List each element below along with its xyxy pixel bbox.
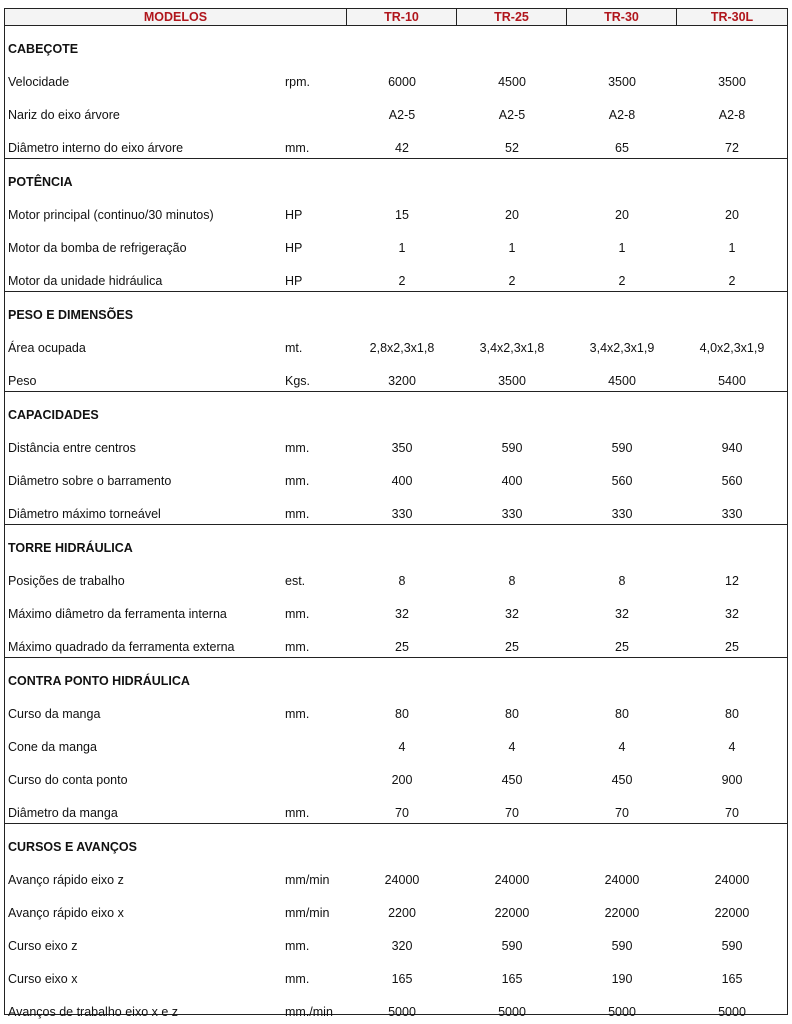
spec-value: 70: [395, 806, 409, 820]
spec-value: 25: [395, 640, 409, 654]
spec-value: 3500: [608, 75, 636, 89]
model-header-tr-25: TR-25: [457, 9, 567, 25]
spec-value: 70: [725, 806, 739, 820]
spec-value: 2: [398, 274, 406, 288]
spec-unit: mt.: [285, 341, 303, 355]
spec-unit: [285, 122, 347, 125]
spec-value: 3500: [718, 75, 746, 89]
spec-label: Máximo quadrado da ferramenta externa: [8, 640, 235, 654]
spec-row: [5, 956, 787, 989]
spec-value: 72: [725, 141, 739, 155]
spec-row: [5, 491, 787, 524]
section-title: CAPACIDADES: [8, 408, 99, 422]
spec-value: 25: [725, 640, 739, 654]
spec-label: Diâmetro sobre o barramento: [8, 474, 172, 488]
spec-row: [5, 92, 787, 125]
model-header-tr-30l: TR-30L: [710, 10, 754, 24]
spec-value: 8: [618, 574, 626, 588]
spec-value: 20: [505, 208, 519, 222]
spec-row: [5, 358, 787, 391]
section-title-row: [5, 392, 787, 425]
spec-label: Diâmetro interno do eixo árvore: [8, 141, 184, 155]
spec-value: 80: [725, 707, 739, 721]
spec-value: 560: [611, 474, 633, 488]
spec-unit: rpm.: [285, 75, 310, 89]
spec-value: 4500: [498, 75, 526, 89]
spec-value: 80: [505, 707, 519, 721]
spec-unit: mm.: [285, 972, 310, 986]
spec-value: 4: [728, 740, 736, 754]
spec-label: Diâmetro da manga: [8, 806, 118, 820]
section-title-row: [5, 159, 787, 192]
spec-row: [5, 691, 787, 724]
spec-section: [5, 392, 787, 525]
spec-value: 3,4x2,3x1,8: [479, 341, 545, 355]
spec-label: Motor da bomba de refrigeração: [8, 241, 187, 255]
spec-row: [5, 458, 787, 491]
spec-value: 6000: [388, 75, 416, 89]
spec-value: 590: [611, 441, 633, 455]
spec-value: 70: [505, 806, 519, 820]
spec-label: Avanço rápido eixo x: [8, 906, 124, 920]
spec-value: 200: [391, 773, 413, 787]
spec-row: [5, 225, 787, 258]
spec-value: 165: [391, 972, 413, 986]
spec-value: 12: [725, 574, 739, 588]
spec-value: 32: [725, 607, 739, 621]
spec-value: 590: [611, 939, 633, 953]
spec-value: 590: [501, 939, 523, 953]
spec-value: 3,4x2,3x1,9: [589, 341, 655, 355]
spec-value: 32: [395, 607, 409, 621]
section-title: CURSOS E AVANÇOS: [8, 840, 137, 854]
spec-row: [5, 258, 787, 291]
spec-unit: est.: [285, 574, 306, 588]
model-header-tr-10: TR-10: [347, 9, 457, 25]
spec-section: [5, 525, 787, 658]
spec-value: 350: [391, 441, 413, 455]
spec-value: 450: [501, 773, 523, 787]
spec-label: Velocidade: [8, 75, 70, 89]
spec-unit: mm/min: [285, 906, 330, 920]
spec-value: 4: [508, 740, 516, 754]
section-title: TORRE HIDRÁULICA: [8, 541, 133, 555]
spec-section: [5, 26, 787, 159]
spec-row: [5, 425, 787, 458]
spec-value: 330: [721, 507, 743, 521]
spec-value: 4,0x2,3x1,9: [699, 341, 765, 355]
spec-value: 4: [618, 740, 626, 754]
spec-row: [5, 989, 787, 1022]
spec-label: Motor da unidade hidráulica: [8, 274, 163, 288]
spec-value: 1: [728, 241, 736, 255]
spec-unit: mm.: [285, 474, 310, 488]
spec-value: 2: [728, 274, 736, 288]
spec-unit: mm./min: [285, 1005, 333, 1019]
spec-unit: HP: [285, 241, 303, 255]
spec-row: [5, 325, 787, 358]
spec-value: 165: [721, 972, 743, 986]
spec-row: [5, 790, 787, 823]
section-title: PESO E DIMENSÕES: [8, 308, 134, 322]
spec-row: [5, 923, 787, 956]
section-title-row: [5, 658, 787, 691]
spec-value: 80: [395, 707, 409, 721]
spec-value: A2-8: [718, 108, 746, 122]
spec-value: 8: [398, 574, 406, 588]
models-header: MODELOS: [5, 9, 347, 25]
spec-label: Máximo diâmetro da ferramenta interna: [8, 607, 227, 621]
spec-row: [5, 890, 787, 923]
section-title: CONTRA PONTO HIDRÁULICA: [8, 674, 190, 688]
spec-value: 24000: [384, 873, 420, 887]
spec-unit: mm.: [285, 707, 310, 721]
spec-label: Peso: [8, 374, 37, 388]
spec-unit: mm.: [285, 806, 310, 820]
table-header: [5, 9, 787, 26]
spec-value: 190: [611, 972, 633, 986]
spec-value: 2,8x2,3x1,8: [369, 341, 435, 355]
spec-value: 70: [615, 806, 629, 820]
spec-value: 900: [721, 773, 743, 787]
spec-value: 24000: [494, 873, 530, 887]
spec-value: 42: [395, 141, 409, 155]
spec-value: 4: [398, 740, 406, 754]
spec-value: 590: [501, 441, 523, 455]
spec-value: 330: [501, 507, 523, 521]
spec-value: 22000: [714, 906, 750, 920]
spec-value: 15: [395, 208, 409, 222]
spec-value: 1: [508, 241, 516, 255]
spec-value: 940: [721, 441, 743, 455]
spec-value: 560: [721, 474, 743, 488]
spec-label: Avanços de trabalho eixo x e z: [8, 1005, 179, 1019]
spec-value: 65: [615, 141, 629, 155]
spec-label: Posições de trabalho: [8, 574, 125, 588]
spec-value: 1: [618, 241, 626, 255]
spec-unit: mm.: [285, 507, 310, 521]
spec-unit: mm.: [285, 607, 310, 621]
spec-value: 4500: [608, 374, 636, 388]
spec-value: 8: [508, 574, 516, 588]
spec-label: Área ocupada: [8, 341, 86, 355]
model-header-tr-30: TR-30: [567, 9, 677, 25]
spec-value: 24000: [604, 873, 640, 887]
spec-label: Curso do conta ponto: [8, 773, 128, 787]
spec-value: 3200: [388, 374, 416, 388]
section-title-row: [5, 824, 787, 857]
spec-unit: Kgs.: [285, 374, 311, 388]
spec-row: [5, 757, 787, 790]
spec-value: 20: [615, 208, 629, 222]
section-title: CABEÇOTE: [8, 42, 79, 56]
spec-value: 52: [505, 141, 519, 155]
spec-value: 80: [615, 707, 629, 721]
spec-value: A2-5: [388, 108, 416, 122]
spec-value: 3500: [498, 374, 526, 388]
spec-label: Distância entre centros: [8, 441, 136, 455]
spec-label: Curso da manga: [8, 707, 101, 721]
section-title-row: [5, 525, 787, 558]
spec-value: A2-8: [608, 108, 636, 122]
spec-value: 1: [398, 241, 406, 255]
spec-label: Motor principal (continuo/30 minutos): [8, 208, 214, 222]
table-body: [5, 26, 787, 1022]
spec-unit: [285, 787, 347, 790]
spec-table: [4, 8, 788, 1019]
spec-section: [5, 658, 787, 824]
spec-value: 400: [501, 474, 523, 488]
spec-value: A2-5: [498, 108, 526, 122]
spec-row: [5, 59, 787, 92]
spec-value: 5000: [498, 1005, 526, 1019]
spec-unit: mm.: [285, 640, 310, 654]
spec-value: 400: [391, 474, 413, 488]
spec-row: [5, 724, 787, 757]
spec-label: Curso eixo z: [8, 939, 78, 953]
spec-row: [5, 591, 787, 624]
spec-value: 330: [391, 507, 413, 521]
spec-label: Nariz do eixo árvore: [8, 108, 120, 122]
spec-label: Diâmetro máximo torneável: [8, 507, 161, 521]
spec-label: Curso eixo x: [8, 972, 78, 986]
spec-value: 590: [721, 939, 743, 953]
spec-label: Avanço rápido eixo z: [8, 873, 124, 887]
spec-value: 25: [615, 640, 629, 654]
spec-row: [5, 192, 787, 225]
spec-row: [5, 125, 787, 158]
spec-unit: mm/min: [285, 873, 330, 887]
spec-value: 2: [618, 274, 626, 288]
section-title: POTÊNCIA: [8, 175, 73, 189]
spec-value: 2200: [388, 906, 416, 920]
spec-label: Cone da manga: [8, 740, 97, 754]
spec-row: [5, 558, 787, 591]
spec-value: 20: [725, 208, 739, 222]
spec-value: 24000: [714, 873, 750, 887]
spec-unit: mm.: [285, 441, 310, 455]
spec-section: [5, 159, 787, 292]
spec-value: 25: [505, 640, 519, 654]
section-title-row: [5, 26, 787, 59]
spec-section: [5, 824, 787, 1022]
spec-value: 450: [611, 773, 633, 787]
spec-value: 32: [505, 607, 519, 621]
spec-value: 32: [615, 607, 629, 621]
spec-value: 165: [501, 972, 523, 986]
spec-value: 320: [391, 939, 413, 953]
spec-value: 5000: [388, 1005, 416, 1019]
spec-unit: mm.: [285, 141, 310, 155]
spec-section: [5, 292, 787, 392]
spec-row: [5, 624, 787, 657]
spec-value: 5400: [718, 374, 746, 388]
spec-row: [5, 857, 787, 890]
spec-value: 5000: [608, 1005, 636, 1019]
spec-value: 2: [508, 274, 516, 288]
spec-unit: HP: [285, 274, 303, 288]
spec-value: 5000: [718, 1005, 746, 1019]
spec-unit: [285, 754, 347, 757]
spec-value: 330: [611, 507, 633, 521]
spec-unit: mm.: [285, 939, 310, 953]
spec-unit: HP: [285, 208, 303, 222]
spec-value: 22000: [604, 906, 640, 920]
section-title-row: [5, 292, 787, 325]
spec-value: 22000: [494, 906, 530, 920]
